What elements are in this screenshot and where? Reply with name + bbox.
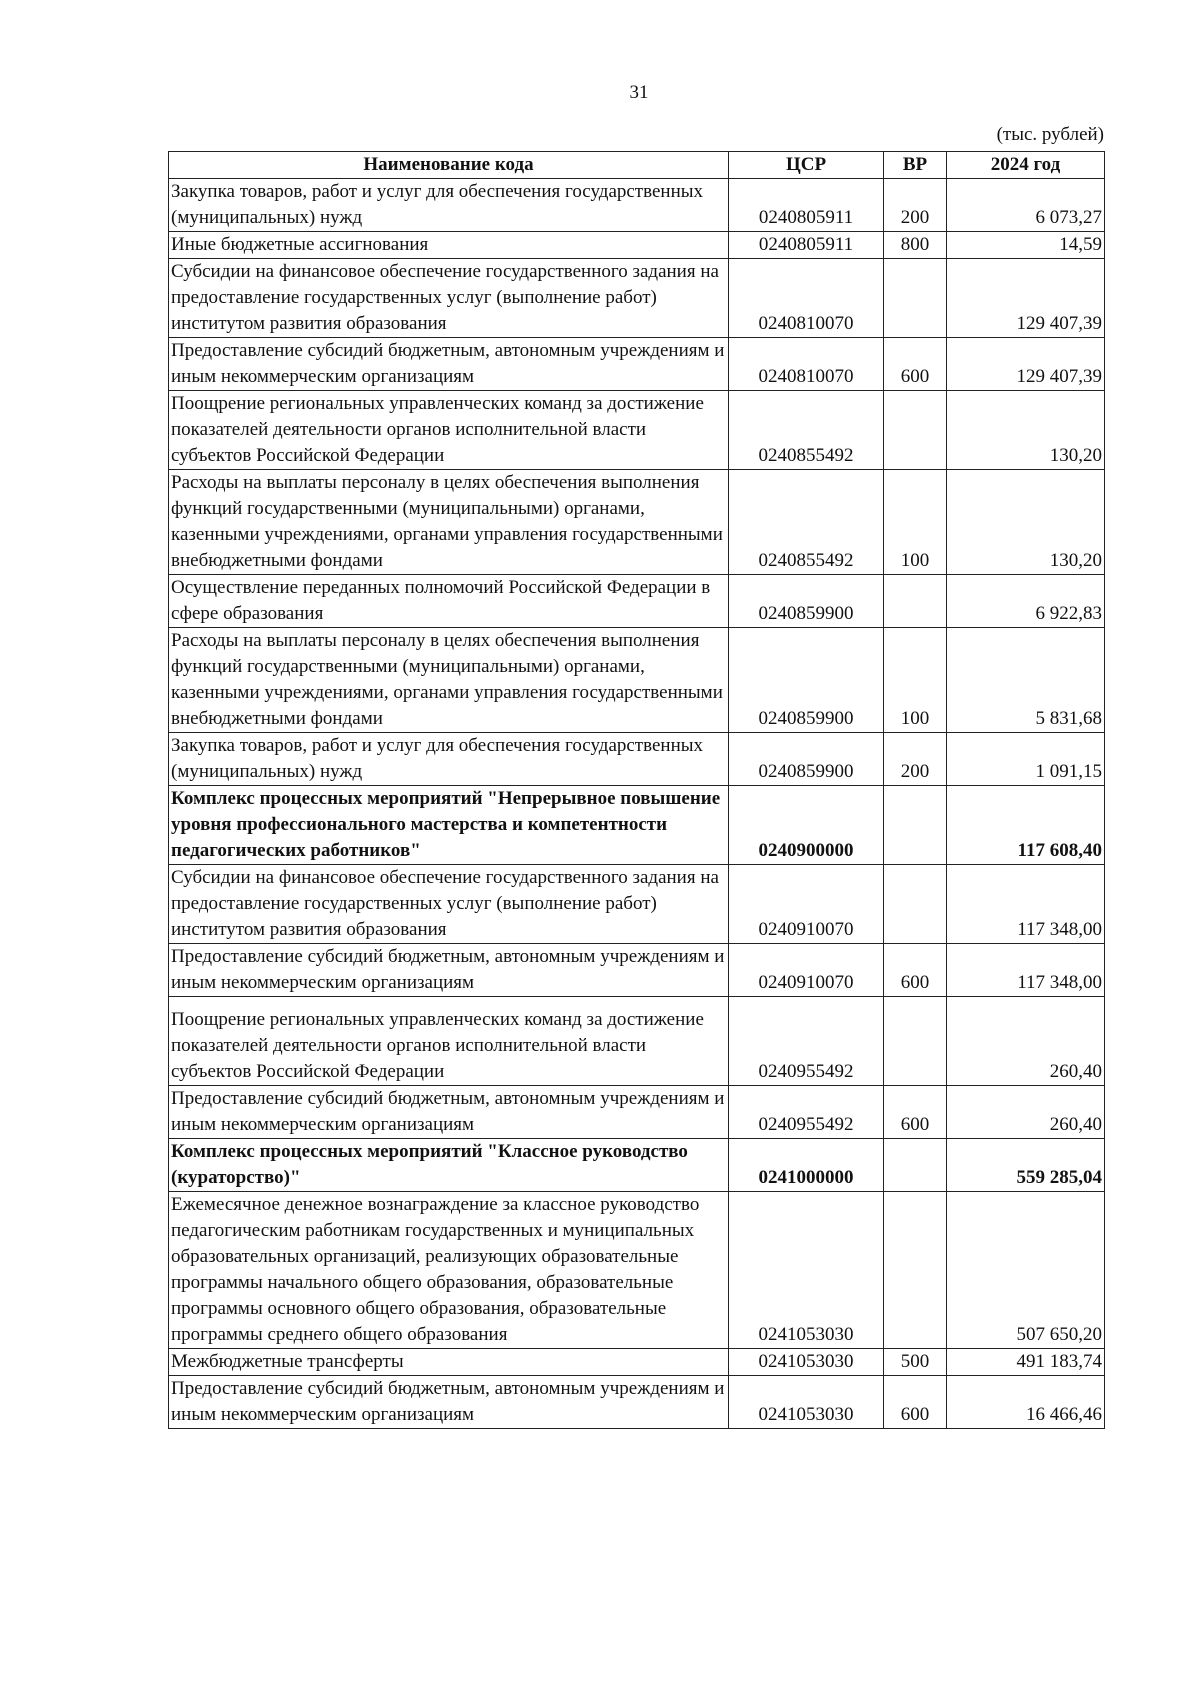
table-row [169,1349,1105,1376]
row-vr-cell: 600 [884,338,947,391]
table-row [169,470,1105,575]
row-csr-cell: 0240955492 [729,1086,884,1139]
table-row [169,786,1105,865]
units-label: (тыс. рублей) [996,124,1104,145]
row-value-cell: 130,20 [947,470,1105,575]
header-vr: ВР [884,152,947,179]
row-vr-cell: 600 [884,944,947,997]
row-csr-cell: 0240910070 [729,865,884,944]
row-name-cell: Предоставление субсидий бюджетным, автономным учреждениям и иным некоммерческим организациям [169,944,729,997]
page-number: 31 [629,82,649,103]
row-vr-cell: 100 [884,628,947,733]
row-csr-cell: 0241053030 [729,1349,884,1376]
row-value-cell: 129 407,39 [947,338,1105,391]
table-row [169,1139,1105,1192]
row-value-cell: 16 466,46 [947,1376,1105,1429]
row-csr-cell: 0240900000 [729,786,884,865]
row-vr-cell [884,786,947,865]
table-header-row [169,152,1105,179]
row-vr-cell: 100 [884,470,947,575]
header-csr: ЦСР [729,152,884,179]
row-value-cell: 5 831,68 [947,628,1105,733]
row-name-cell: Иные бюджетные ассигнования [169,232,729,259]
header-name: Наименование кода [169,152,729,179]
table-row [169,944,1105,997]
row-vr-cell [884,575,947,628]
row-vr-cell [884,1192,947,1349]
row-value-cell: 260,40 [947,997,1105,1086]
row-vr-cell: 200 [884,733,947,786]
row-name-cell: Расходы на выплаты персоналу в целях обеспечения выполнения функций государственными (муниципальными) органами, казенными учреждениями, органами управления государственными внебюджетными фондами [169,470,729,575]
row-name-cell: Ежемесячное денежное вознаграждение за классное руководство педагогическим работникам государственных и муниципальных образовательных организаций, реализующих образовательные программы начального общего образования, образовательные программы основного общего образования, образовательные программы среднего общего образования [169,1192,729,1349]
table-row [169,338,1105,391]
row-vr-cell: 600 [884,1376,947,1429]
row-csr-cell: 0241053030 [729,1192,884,1349]
row-csr-cell: 0240855492 [729,391,884,470]
row-vr-cell: 500 [884,1349,947,1376]
table-row [169,628,1105,733]
row-value-cell: 559 285,04 [947,1139,1105,1192]
row-name-cell: Комплекс процессных мероприятий "Непрерывное повышение уровня профессионального мастерства и компетентности педагогических работников" [169,786,729,865]
row-name-cell: Расходы на выплаты персоналу в целях обеспечения выполнения функций государственными (муниципальными) органами, казенными учреждениями, органами управления государственными внебюджетными фондами [169,628,729,733]
row-value-cell: 1 091,15 [947,733,1105,786]
header-year: 2024 год [947,152,1105,179]
row-csr-cell: 0240810070 [729,338,884,391]
row-csr-cell: 0240805911 [729,179,884,232]
table-row [169,232,1105,259]
row-csr-cell: 0240955492 [729,997,884,1086]
row-vr-cell: 200 [884,179,947,232]
row-name-cell: Субсидии на финансовое обеспечение государственного задания на предоставление государственных услуг (выполнение работ) институтом развития образования [169,865,729,944]
row-vr-cell [884,997,947,1086]
table-row [169,259,1105,338]
row-vr-cell: 800 [884,232,947,259]
row-value-cell: 491 183,74 [947,1349,1105,1376]
row-name-cell: Субсидии на финансовое обеспечение государственного задания на предоставление государственных услуг (выполнение работ) институтом развития образования [169,259,729,338]
row-name-cell: Комплекс процессных мероприятий "Классное руководство (кураторство)" [169,1139,729,1192]
row-vr-cell [884,1139,947,1192]
row-value-cell: 14,59 [947,232,1105,259]
row-vr-cell: 600 [884,1086,947,1139]
row-name-cell: Предоставление субсидий бюджетным, автономным учреждениям и иным некоммерческим организациям [169,338,729,391]
row-csr-cell: 0241053030 [729,1376,884,1429]
row-value-cell: 117 348,00 [947,944,1105,997]
row-csr-cell: 0240855492 [729,470,884,575]
row-value-cell: 6 922,83 [947,575,1105,628]
row-csr-cell: 0240910070 [729,944,884,997]
budget-table [168,151,1105,1429]
table-row [169,1376,1105,1429]
row-csr-cell: 0241000000 [729,1139,884,1192]
table-row [169,733,1105,786]
row-vr-cell [884,391,947,470]
row-csr-cell: 0240859900 [729,628,884,733]
row-name-cell: Предоставление субсидий бюджетным, автономным учреждениям и иным некоммерческим организациям [169,1376,729,1429]
row-value-cell: 117 608,40 [947,786,1105,865]
table-row [169,997,1105,1086]
row-vr-cell [884,259,947,338]
row-name-cell: Поощрение региональных управленческих команд за достижение показателей деятельности органов исполнительной власти субъектов Российской Федерации [169,391,729,470]
row-name-cell: Осуществление переданных полномочий Российской Федерации в сфере образования [169,575,729,628]
row-csr-cell: 0240859900 [729,575,884,628]
row-vr-cell [884,865,947,944]
row-value-cell: 507 650,20 [947,1192,1105,1349]
row-value-cell: 117 348,00 [947,865,1105,944]
table-row [169,865,1105,944]
row-name-cell: Межбюджетные трансферты [169,1349,729,1376]
row-csr-cell: 0240810070 [729,259,884,338]
row-value-cell: 260,40 [947,1086,1105,1139]
row-value-cell: 129 407,39 [947,259,1105,338]
table-body [169,179,1105,1429]
row-csr-cell: 0240805911 [729,232,884,259]
table-row [169,1086,1105,1139]
table-row [169,391,1105,470]
row-value-cell: 130,20 [947,391,1105,470]
row-name-cell: Закупка товаров, работ и услуг для обеспечения государственных (муниципальных) нужд [169,733,729,786]
table-row [169,1192,1105,1349]
row-name-cell: Предоставление субсидий бюджетным, автономным учреждениям и иным некоммерческим организациям [169,1086,729,1139]
row-name-cell: Поощрение региональных управленческих команд за достижение показателей деятельности органов исполнительной власти субъектов Российской Федерации [169,997,729,1086]
table-row [169,179,1105,232]
row-csr-cell: 0240859900 [729,733,884,786]
table-row [169,575,1105,628]
row-name-cell: Закупка товаров, работ и услуг для обеспечения государственных (муниципальных) нужд [169,179,729,232]
row-value-cell: 6 073,27 [947,179,1105,232]
